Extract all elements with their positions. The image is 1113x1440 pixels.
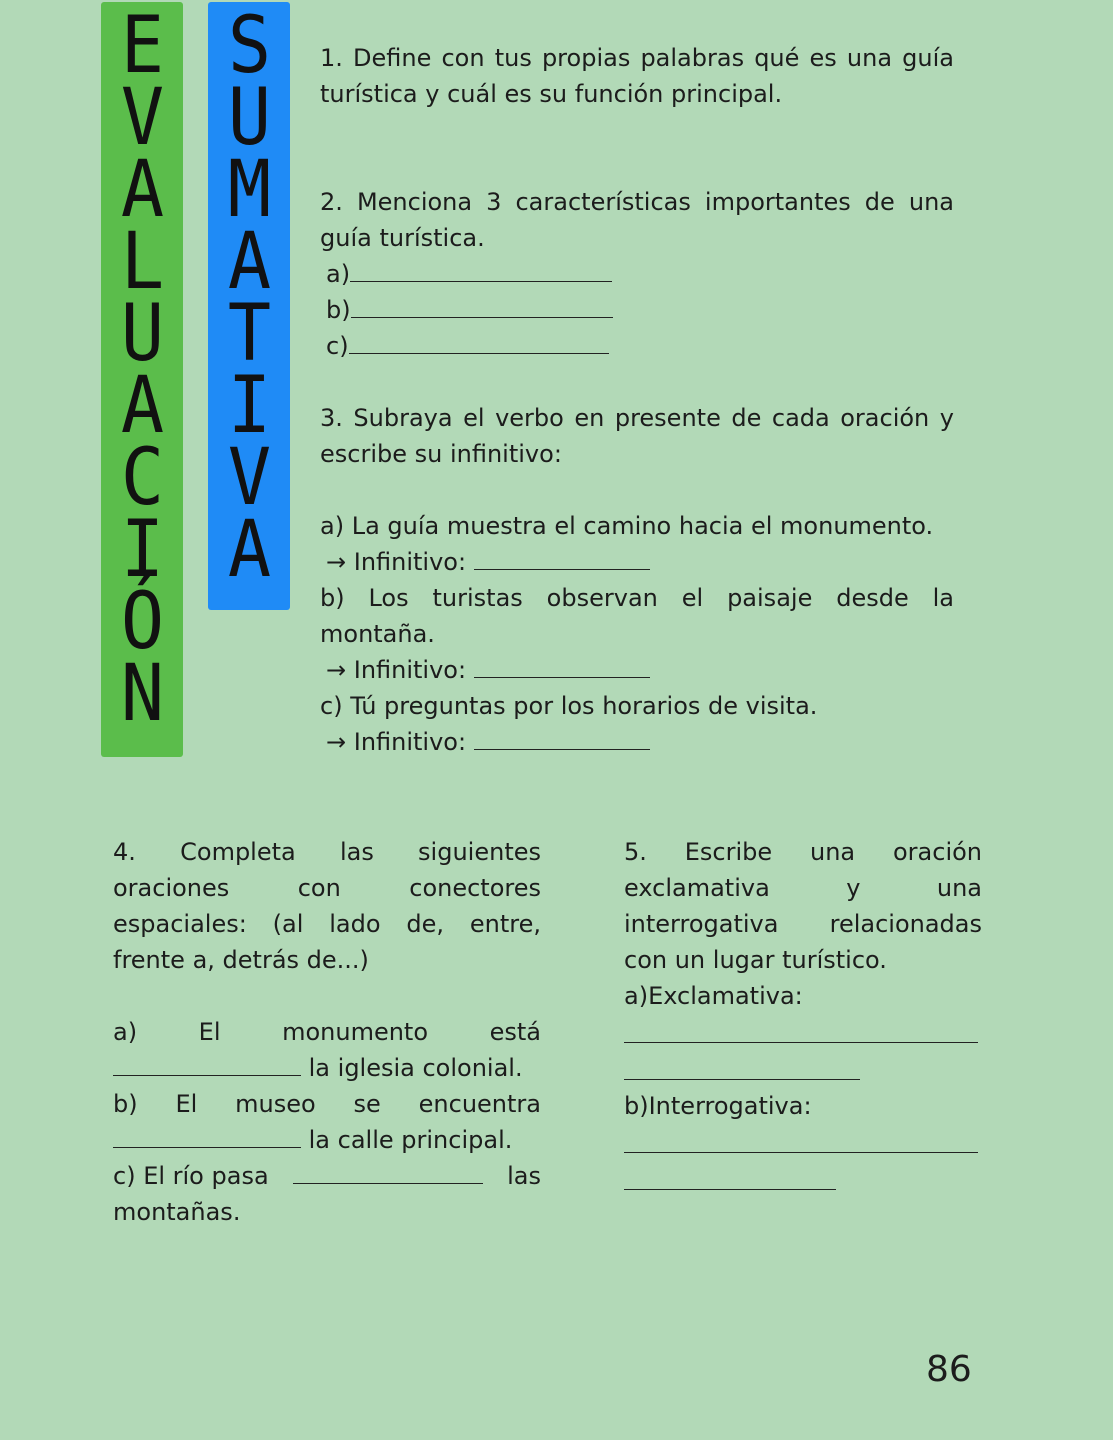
exclamativa-line[interactable] xyxy=(624,1014,978,1043)
band-letter: A xyxy=(227,505,271,595)
band-letter: S xyxy=(227,1,271,91)
band-letter: L xyxy=(120,217,164,307)
option-b xyxy=(320,292,954,328)
sentence-c-start: c) El río pasa xyxy=(113,1162,269,1190)
sentence-a-start: a) El monumento está xyxy=(113,1018,541,1046)
band-letter: A xyxy=(120,145,164,235)
exclamativa-line[interactable] xyxy=(624,1051,860,1080)
question-2 xyxy=(320,184,954,364)
question-5 xyxy=(624,834,982,1198)
evaluacion-band xyxy=(101,2,183,757)
interrogativa-label: b)Interrogativa: xyxy=(624,1092,812,1120)
band-letter: C xyxy=(120,433,164,523)
sumativa-band xyxy=(208,2,290,610)
sentence-a-rest: la iglesia colonial. xyxy=(308,1054,523,1082)
question-3-text: 3. Subraya el verbo en presente de cada oración y escribe su infinitivo: xyxy=(320,404,954,468)
question-4 xyxy=(113,834,541,1230)
question-1-text: 1. Define con tus propias palabras qué es una guía turística y cuál es su función principal. xyxy=(320,44,954,108)
infinitive-row xyxy=(320,724,954,760)
infinitive-label: → Infinitivo: xyxy=(326,656,467,684)
connector-blank[interactable] xyxy=(113,1125,301,1148)
question-5-text: 5. Escribe una oración exclamativa y una interrogativa relacionadas con un lugar turístico. xyxy=(624,838,982,974)
band-letter: U xyxy=(120,289,164,379)
sentence-b-end xyxy=(113,1122,541,1158)
band-letter: A xyxy=(120,361,164,451)
infinitive-blank[interactable] xyxy=(474,727,650,750)
connector-blank[interactable] xyxy=(293,1161,483,1184)
sentence-c-end: montañas. xyxy=(113,1198,241,1226)
page-number: 86 xyxy=(926,1349,972,1390)
infinitive-blank[interactable] xyxy=(474,547,650,570)
band-letter: U xyxy=(227,73,271,163)
question-4-text: 4. Completa las siguientes oraciones con conectores espaciales: (al lado de, entre, frente a, detrás de...) xyxy=(113,838,541,974)
sentence-a-end xyxy=(113,1050,541,1086)
band-letter: I xyxy=(227,361,271,451)
band-letter: I xyxy=(120,505,164,595)
option-c xyxy=(320,328,954,364)
connector-blank[interactable] xyxy=(113,1053,301,1076)
band-letter: V xyxy=(227,433,271,523)
band-letter: A xyxy=(227,217,271,307)
sentence-c-mid: las xyxy=(507,1162,541,1190)
band-letter: Ó xyxy=(120,577,164,667)
infinitive-label: → Infinitivo: xyxy=(326,728,467,756)
answer-blank[interactable] xyxy=(351,295,613,318)
question-3 xyxy=(320,400,954,760)
option-label: b) xyxy=(326,296,351,324)
infinitive-blank[interactable] xyxy=(474,655,650,678)
infinitive-label: → Infinitivo: xyxy=(326,548,467,576)
band-letter: T xyxy=(227,289,271,379)
question-1 xyxy=(320,40,954,112)
interrogativa-line[interactable] xyxy=(624,1124,978,1153)
band-letter: E xyxy=(120,1,164,91)
sentence-b: b) Los turistas observan el paisaje desde la montaña. xyxy=(320,584,954,648)
option-label: c) xyxy=(326,332,349,360)
answer-blank[interactable] xyxy=(349,331,609,354)
exclamativa-label: a)Exclamativa: xyxy=(624,982,803,1010)
infinitive-row xyxy=(320,544,954,580)
answer-blank[interactable] xyxy=(350,259,612,282)
question-2-text: 2. Menciona 3 características importantes de una guía turística. xyxy=(320,188,954,252)
sentence-a: a) La guía muestra el camino hacia el monumento. xyxy=(320,512,934,540)
interrogativa-line[interactable] xyxy=(624,1161,836,1190)
option-a xyxy=(320,256,954,292)
sentence-b-start: b) El museo se encuentra xyxy=(113,1090,541,1118)
option-label: a) xyxy=(326,260,351,288)
band-letter: V xyxy=(120,73,164,163)
sentence-b-rest: la calle principal. xyxy=(308,1126,513,1154)
band-letter: M xyxy=(227,145,271,235)
sentence-c xyxy=(113,1158,541,1194)
sentence-c: c) Tú preguntas por los horarios de visita. xyxy=(320,692,818,720)
infinitive-row xyxy=(320,652,954,688)
band-letter: N xyxy=(120,649,164,739)
